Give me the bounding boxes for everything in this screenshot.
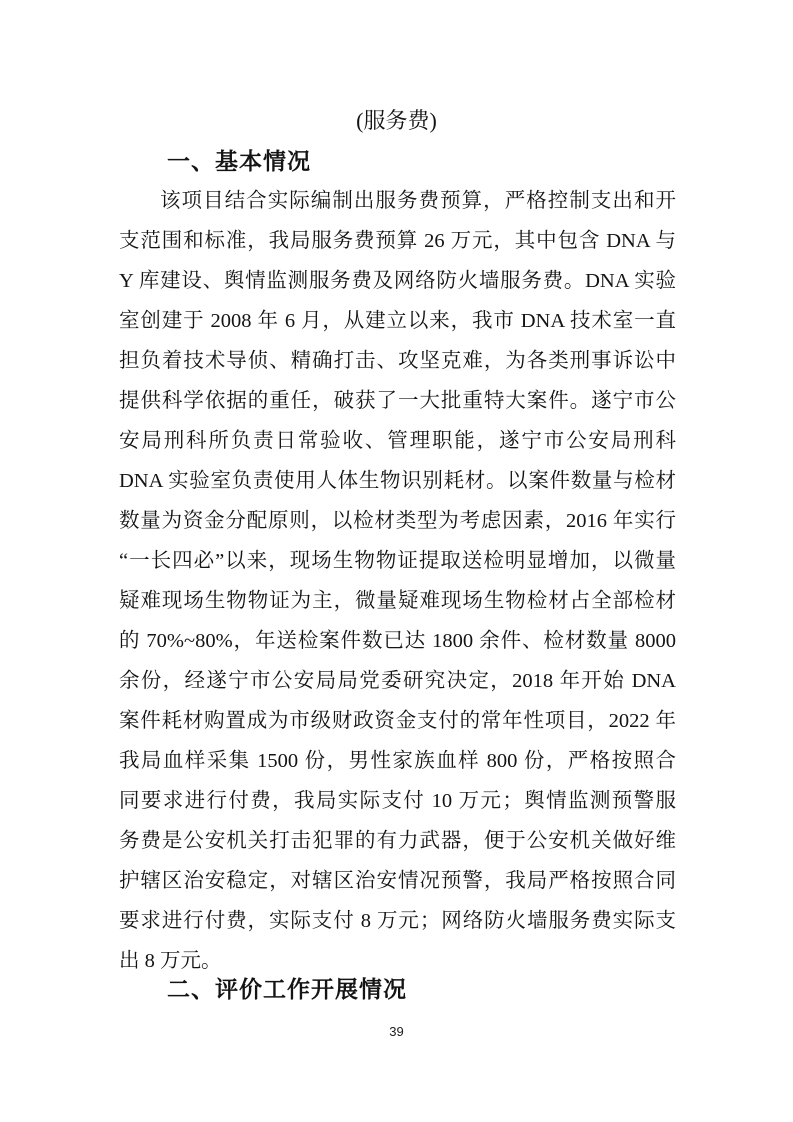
section-heading-basic-situation: 一、基本情况 <box>167 148 311 174</box>
text-line: 的 70%~80%，年送检案件数已达 1800 余件、检材数量 8000 <box>119 630 676 652</box>
text-line: 支范围和标准，我局服务费预算 26 万元，其中包含 DNA 与 <box>119 230 676 252</box>
text-line: 疑难现场生物物证为主，微量疑难现场生物检材占全部检材 <box>119 590 676 612</box>
text-line: Y 库建设、舆情监测服务费及网络防火墙服务费。DNA 实验 <box>119 270 676 292</box>
text-line: 案件耗材购置成为市级财政资金支付的常年性项目，2022 年 <box>119 710 676 732</box>
document-title: (服务费) <box>356 108 437 133</box>
text-line: 要求进行付费，实际支付 8 万元；网络防火墙服务费实际支 <box>119 910 676 932</box>
text-line: 数量为资金分配原则，以检材类型为考虑因素，2016 年实行 <box>119 510 676 532</box>
text-line: DNA 实验室负责使用人体生物识别耗材。以案件数量与检材 <box>119 470 676 492</box>
text-line: 同要求进行付费，我局实际支付 10 万元；舆情监测预警服 <box>119 790 676 812</box>
text-line: 室创建于 2008 年 6 月，从建立以来，我市 DNA 技术室一直 <box>119 310 676 332</box>
text-line: 护辖区治安稳定，对辖区治安情况预警，我局严格按照合同 <box>119 870 676 892</box>
section-heading-evaluation-work: 二、评价工作开展情况 <box>167 976 407 1002</box>
text-line: 安局刑科所负责日常验收、管理职能，遂宁市公安局刑科 <box>119 430 676 452</box>
text-line: 担负着技术导侦、精确打击、攻坚克难，为各类刑事诉讼中 <box>119 350 676 372</box>
text-line: 务费是公安机关打击犯罪的有力武器，便于公安机关做好维 <box>119 830 676 852</box>
text-line: 我局血样采集 1500 份，男性家族血样 800 份，严格按照合 <box>119 750 676 772</box>
text-line: 出 8 万元。 <box>119 950 222 972</box>
text-line: 提供科学依据的重任，破获了一大批重特大案件。遂宁市公 <box>119 390 676 412</box>
text-line: “一长四必”以来，现场生物物证提取送检明显增加，以微量 <box>119 550 676 572</box>
text-line: 该项目结合实际编制出服务费预算，严格控制支出和开 <box>160 190 676 212</box>
page-number: 39 <box>389 1024 404 1039</box>
text-line: 余份，经遂宁市公安局局党委研究决定，2018 年开始 DNA <box>119 670 676 692</box>
body-paragraph <box>119 181 676 981</box>
